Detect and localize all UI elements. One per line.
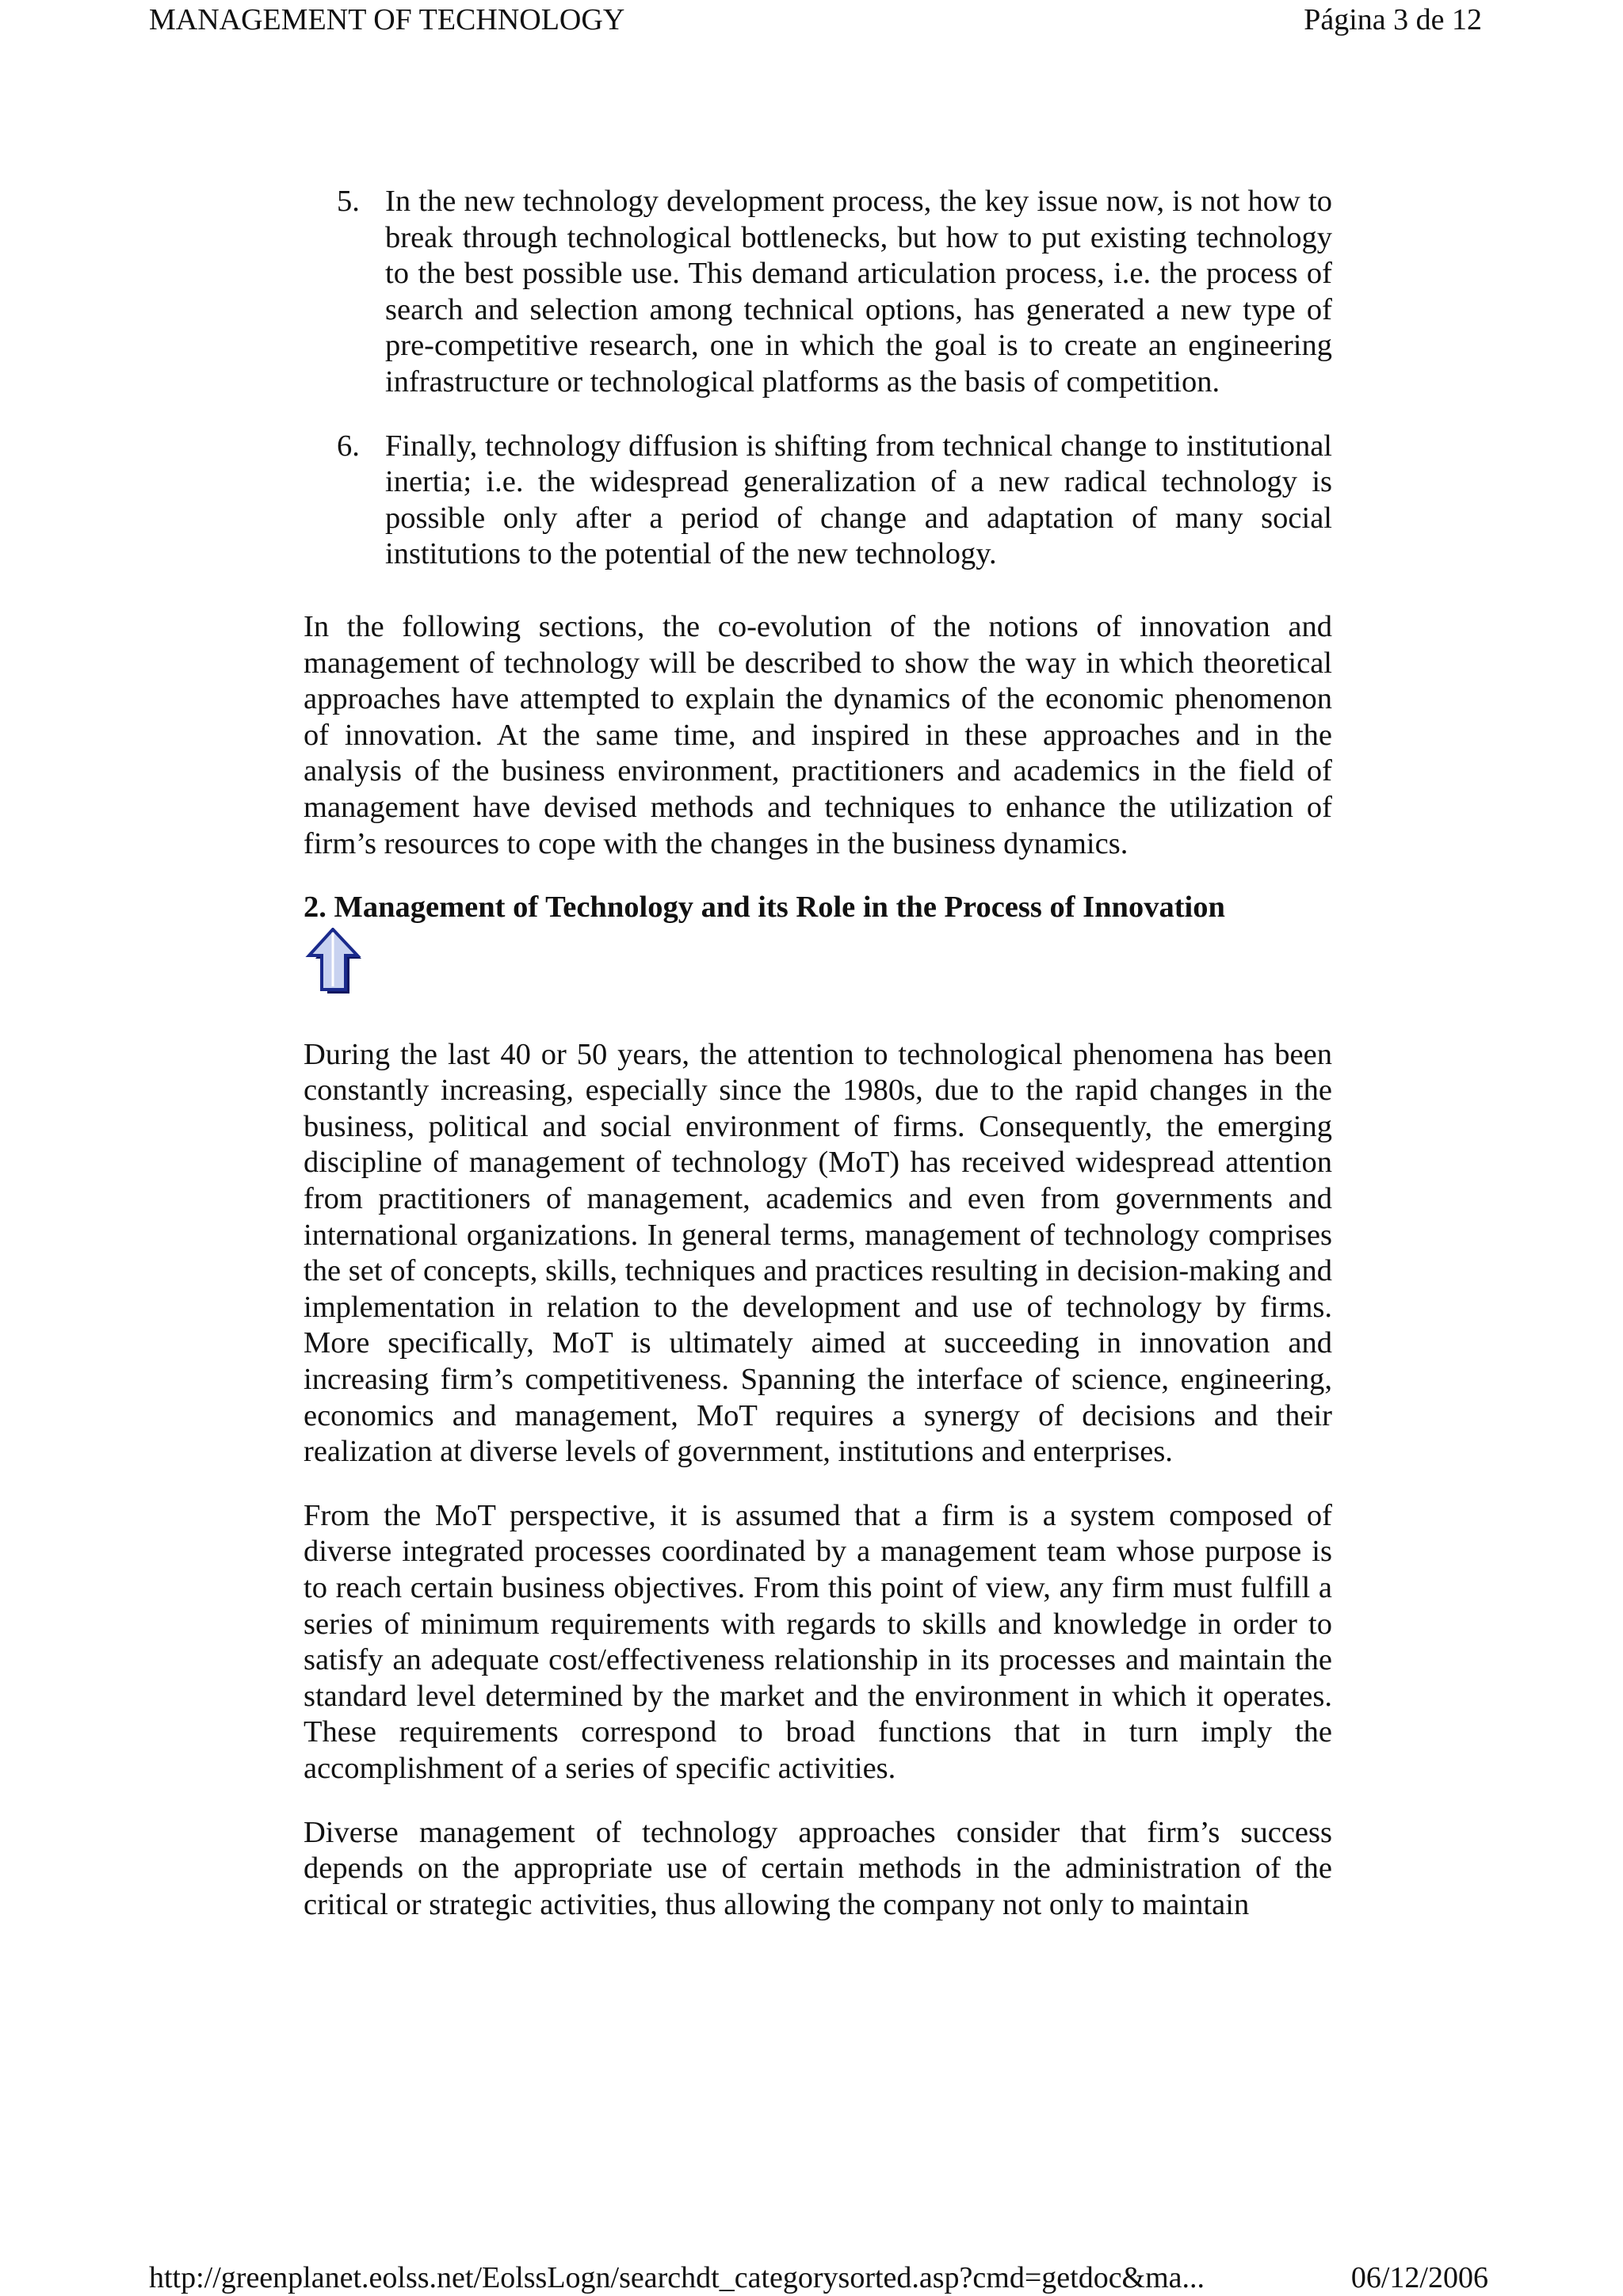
- page-indicator: Página 3 de 12: [1304, 3, 1482, 36]
- list-item-number: 5.: [337, 185, 360, 218]
- print-date: 06/12/2006: [1350, 2261, 1488, 2294]
- list-item-text: Finally, technology diffusion is shifting from technical change to institutional inertia; i.e. the widespread generalization of a new radical technology is possible only after a period of change and adaptation of many social institutions to the potential of the new technology.: [385, 429, 1332, 571]
- list-item: [304, 429, 1332, 573]
- page-header: [149, 0, 1482, 43]
- list-item-text: In the new technology development process, the key issue now, is not how to break through technological bottlenecks, but how to put existing technology to the best possible use. This demand articulation process, i.e. the process of search and selection among technical options, has generated a new type of pre-competitive research, one in which the goal is to create an engineering infrastructure or technological platforms as the basis of competition.: [385, 185, 1332, 399]
- paragraph: In the following sections, the co-evolution of the notions of innovation and management of technology will be described to show the way in which theoretical approaches have attempted to explain the dynamics of the economic phenomenon of innovation. At the same time, and inspired in these approaches and in the analysis of the business environment, practitioners and academics in the field of management have devised methods and techniques to enhance the utilization of firm’s resources to cope with the changes in the business dynamics.: [304, 609, 1332, 860]
- up-arrow-icon[interactable]: [304, 928, 364, 996]
- list-item-number: 6.: [337, 429, 360, 463]
- source-url[interactable]: http://greenplanet.eolss.net/EolssLogn/searchdt_categorysorted.asp?cmd=getdoc&ma...: [149, 2261, 1205, 2294]
- document-title: MANAGEMENT OF TECHNOLOGY: [149, 3, 625, 36]
- paragraph: From the MoT perspective, it is assumed that a firm is a system composed of diverse integrated processes coordinated by a management team whose purpose is to reach certain business objectives. From this point of view, any firm must fulfill a series of minimum requirements with regards to skills and knowledge in order to satisfy an adequate cost/effectiveness relationship in its processes and maintain the standard level determined by the market and the environment in which it operates. These requirements correspond to broad functions that in turn imply the accomplishment of a series of specific activities.: [304, 1498, 1332, 1785]
- paragraph: During the last 40 or 50 years, the attention to technological phenomena has been constantly increasing, especially since the 1980s, due to the rapid changes in the business, political and social environment of firms. Consequently, the emerging discipline of management of technology (MoT) has received widespread attention from practitioners of management, academics and even from governments and international organizations. In general terms, management of technology comprises the set of concepts, skills, techniques and practices resulting in decision-making and implementation in relation to the development and use of technology by firms. More specifically, MoT is ultimately aimed at succeeding in innovation and increasing firm’s competitiveness. Spanning the interface of science, engineering, economics and management, MoT requires a synergy of decisions and their realization at diverse levels of government, institutions and enterprises.: [304, 1037, 1332, 1469]
- paragraph: Diverse management of technology approaches consider that firm’s success depends on the appropriate use of certain methods in the administration of the critical or strategic activities, thus allowing the company not only to maintain: [304, 1815, 1332, 1921]
- page-footer: [149, 2260, 1488, 2296]
- section-heading: 2. Management of Technology and its Role in the Process of Innovation: [304, 891, 1225, 925]
- document-body: [304, 184, 1332, 1951]
- list-item: [304, 184, 1332, 401]
